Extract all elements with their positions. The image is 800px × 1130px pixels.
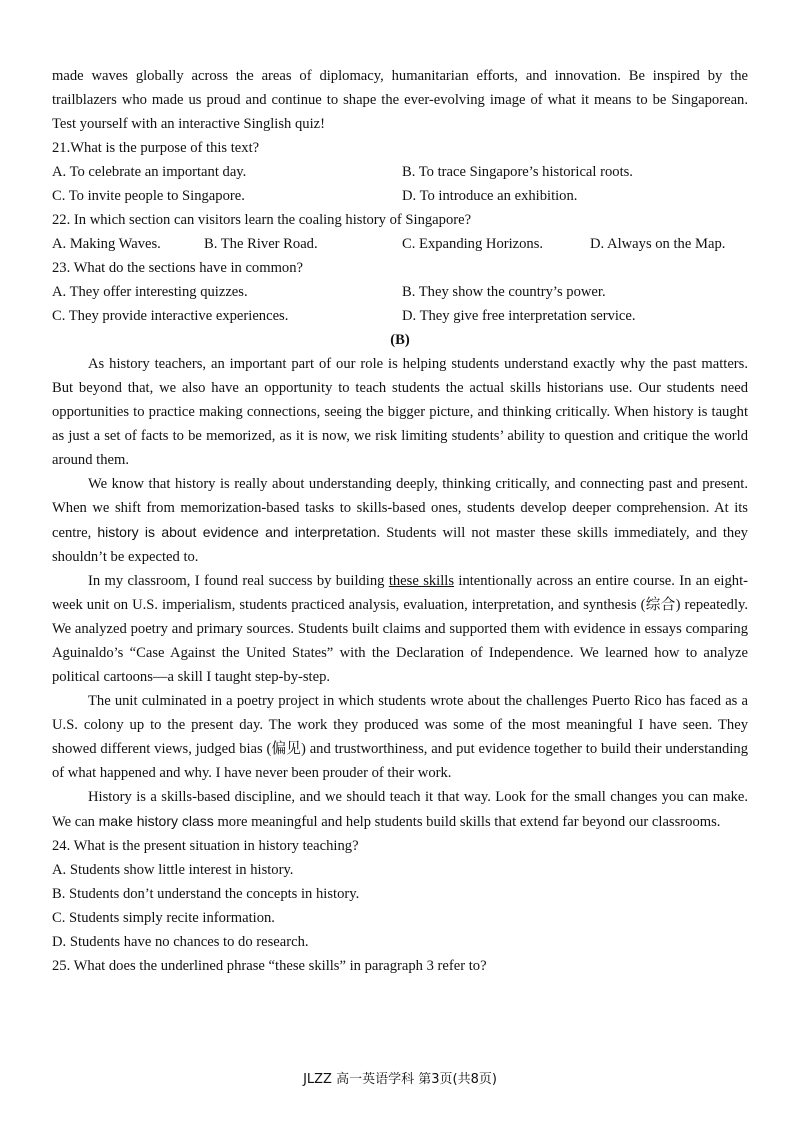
passage-paragraph-4: The unit culminated in a poetry project in which students wrote about the challenges Puerto Rico has faced as a U.S. colony up to the present day. The work they produced was some of the most meaningful I have seen. They showed different views, judged bias (偏见) and trustworthiness, and put evidence together to build their understanding of what happened and why. I have never been prouder of their work. [52,693,748,781]
option-23-b: B. They show the country’s power. [402,284,606,300]
passage-paragraph-5 [52,785,748,834]
option-23-a: A. They offer interesting quizzes. [52,284,248,300]
paragraph-2-text-a: We know that history is really about understanding deeply, thinking critically, and connecting past and present. When we shift from memorization-based tasks to skills-based ones, students develop deeper comprehension. At its centre, [52,476,748,541]
underlined-these-skills: these skills [388,573,455,589]
option-24-b: B. Students don’t understand the concepts in history. [52,886,360,902]
question-22: 22. In which section can visitors learn the coaling history of Singapore? [52,212,472,228]
option-22-b: B. The River Road. [204,236,318,252]
question-21: 21.What is the purpose of this text? [52,140,260,156]
question-23: 23. What do the sections have in common? [52,260,304,276]
paragraph-3-text-a: In my classroom, I found real success by building [88,573,389,589]
option-21-d: D. To introduce an exhibition. [402,188,578,204]
option-22-a: A. Making Waves. [52,236,161,252]
option-23-d: D. They give free interpretation service. [402,308,636,324]
paragraph-5-text-c: more meaningful and help students build skills that extend far beyond our classrooms. [213,814,721,830]
option-22-c: C. Expanding Horizons. [402,236,544,252]
question-22-options [52,232,748,256]
option-21-b: B. To trace Singapore’s historical roots. [402,164,633,180]
question-25: 25. What does the underlined phrase “these skills” in paragraph 3 refer to? [52,958,487,974]
paragraph-2-highlight: history is about evidence and interpretation [97,524,377,540]
option-21-a: A. To celebrate an important day. [52,164,247,180]
question-23-options [52,280,748,328]
option-24-d: D. Students have no chances to do research. [52,934,309,950]
page-content [52,64,748,978]
paragraph-3-text-b: intentionally across an entire course. In an eight-week unit on U.S. imperialism, students practiced analysis, evaluation, interpretation, and synthesis (综合) repeatedly. We analyzed poetry and primary sources. Students built claims and supported them with evidence in essays comparing Aguinaldo’s “Case Against the United States” with the Declaration of Independence. We learned how to analyze political cartoons—a skill I taught step-by-step. [52,573,748,685]
option-22-d: D. Always on the Map. [590,236,726,252]
passage-paragraph-1: As history teachers, an important part of our role is helping students understand exactly why the past matters. But beyond that, we also have an opportunity to teach students the actual skills historians use. Our students need opportunities to practice making connections, seeing the bigger picture, and thinking critically. When history is taught as just a set of facts to be memorized, as it is now, we risk limiting students’ ability to question and critique the world around them. [52,356,748,468]
paragraph-2-text-c: . Students will not master these skills immediately, and they shouldn’t be expected to. [52,525,748,565]
page-footer: JLZZ 高一英语学科 第3页(共8页) [303,1072,497,1087]
option-24-a: A. Students show little interest in history. [52,862,294,878]
intro-paragraph: made waves globally across the areas of diplomacy, humanitarian efforts, and innovation. Be inspired by the trailblazers who made us proud and continue to shape the ever-evolving image of what it means to be Singaporean. Test yourself with an interactive Singlish quiz! [52,68,748,132]
question-21-options [52,160,748,208]
option-24-c: C. Students simply recite information. [52,910,275,926]
passage-paragraph-3 [52,569,748,689]
option-21-c: C. To invite people to Singapore. [52,188,245,204]
option-23-c: C. They provide interactive experiences. [52,308,289,324]
section-title: (B) [390,332,410,348]
paragraph-5-highlight: make history class [98,813,214,829]
passage-paragraph-2 [52,472,748,569]
question-24: 24. What is the present situation in history teaching? [52,838,359,854]
paragraph-5-text-a: History is a skills-based discipline, and we should teach it that way. Look for the small changes you can make. We can [52,789,748,830]
